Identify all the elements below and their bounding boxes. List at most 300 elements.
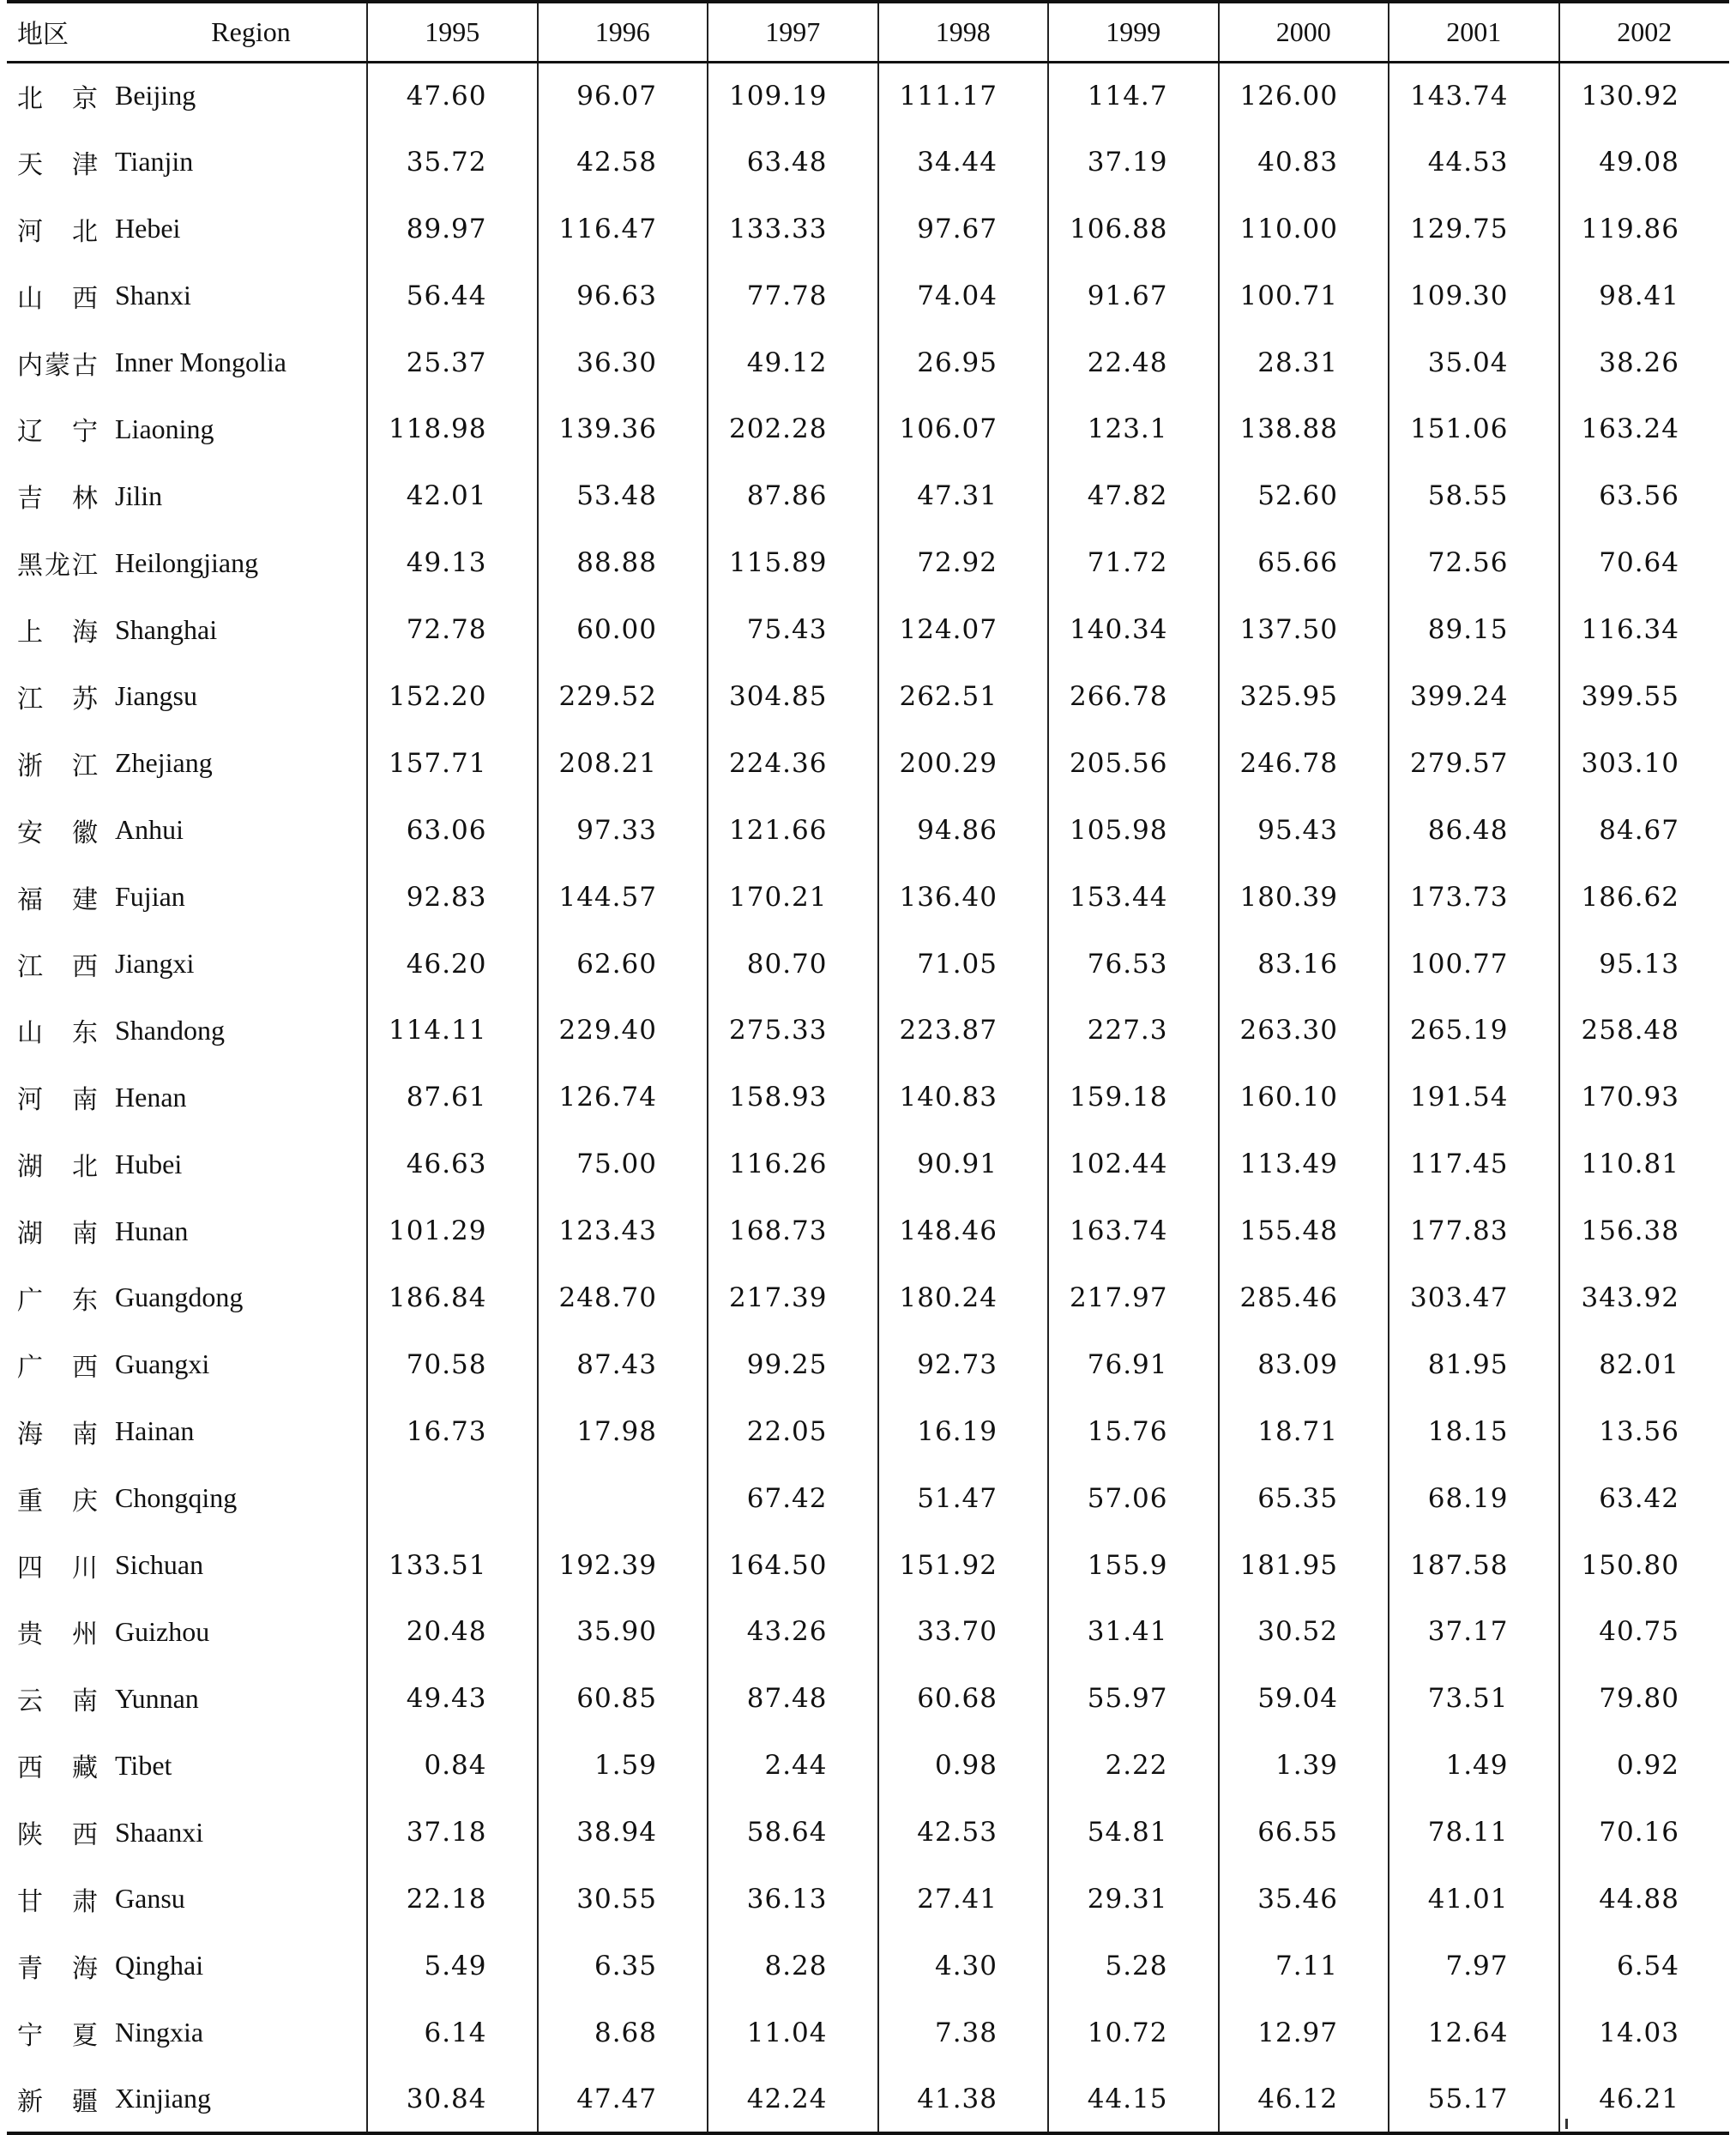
value-cell: 144.57 — [538, 864, 708, 931]
value-cell: 126.00 — [1219, 62, 1389, 129]
value-cell: 60.85 — [538, 1665, 708, 1732]
value-cell: 123.43 — [538, 1197, 708, 1264]
value-cell: 130.92 — [1559, 62, 1730, 129]
value-cell: 27.41 — [878, 1866, 1049, 1933]
value-cell: 35.46 — [1219, 1866, 1389, 1933]
value-cell: 7.11 — [1219, 1933, 1389, 1999]
value-cell: 217.97 — [1048, 1264, 1219, 1331]
region-name-zh: 黑龙江 — [17, 551, 99, 582]
value-cell: 106.07 — [878, 395, 1049, 462]
region-name-zh: 湖 南 — [17, 1219, 99, 1250]
value-cell — [538, 1465, 708, 1532]
region-name-en: Guizhou — [115, 1615, 210, 1647]
value-cell: 5.49 — [367, 1933, 538, 1999]
value-cell: 87.61 — [367, 1064, 538, 1131]
value-cell: 129.75 — [1389, 196, 1559, 262]
value-cell: 49.13 — [367, 529, 538, 596]
value-cell: 75.00 — [538, 1131, 708, 1197]
value-cell: 137.50 — [1219, 596, 1389, 663]
value-cell: 55.97 — [1048, 1665, 1219, 1732]
value-cell: 59.04 — [1219, 1665, 1389, 1732]
header-row — [7, 2, 1729, 62]
value-cell: 98.41 — [1559, 262, 1730, 329]
value-cell: 12.64 — [1389, 1999, 1559, 2066]
header-region-en: Region — [101, 2, 367, 62]
region-name-zh: 福 建 — [17, 884, 99, 915]
value-cell: 263.30 — [1219, 997, 1389, 1064]
region-name-en: Hunan — [115, 1215, 189, 1246]
value-cell: 63.42 — [1559, 1465, 1730, 1532]
value-cell: 33.70 — [878, 1598, 1049, 1665]
region-name-zh: 安 徽 — [17, 817, 99, 848]
value-cell: 4.30 — [878, 1933, 1049, 1999]
region-name-zh: 江 西 — [17, 951, 99, 982]
region-name-zh: 江 苏 — [17, 684, 99, 715]
value-cell: 71.05 — [878, 931, 1049, 998]
region-name-zh: 甘 肃 — [17, 1886, 99, 1917]
value-cell: 37.19 — [1048, 129, 1219, 196]
value-cell: 30.52 — [1219, 1598, 1389, 1665]
value-cell: 34.44 — [878, 129, 1049, 196]
value-cell: 114.11 — [367, 997, 538, 1064]
region-name-zh: 西 藏 — [17, 1753, 99, 1784]
value-cell: 246.78 — [1219, 730, 1389, 797]
value-cell: 47.82 — [1048, 462, 1219, 529]
table-row — [7, 1732, 1729, 1799]
table-row — [7, 1197, 1729, 1264]
region-name-zh: 辽 宁 — [17, 417, 99, 448]
value-cell: 36.30 — [538, 329, 708, 396]
value-cell: 1.59 — [538, 1732, 708, 1799]
value-cell: 46.21 — [1559, 2066, 1730, 2133]
table-row — [7, 262, 1729, 329]
value-cell: 12.97 — [1219, 1999, 1389, 2066]
value-cell: 152.20 — [367, 663, 538, 730]
value-cell: 126.74 — [538, 1064, 708, 1131]
value-cell: 77.78 — [708, 262, 878, 329]
value-cell: 47.47 — [538, 2066, 708, 2133]
value-cell: 30.55 — [538, 1866, 708, 1933]
value-cell: 186.62 — [1559, 864, 1730, 931]
value-cell: 38.26 — [1559, 329, 1730, 396]
value-cell: 138.88 — [1219, 395, 1389, 462]
value-cell: 10.72 — [1048, 1999, 1219, 2066]
value-cell: 42.53 — [878, 1799, 1049, 1866]
value-cell: 159.18 — [1048, 1064, 1219, 1131]
value-cell: 49.12 — [708, 329, 878, 396]
value-cell: 173.73 — [1389, 864, 1559, 931]
region-name-zh: 陕 西 — [17, 1820, 99, 1851]
value-cell: 29.31 — [1048, 1866, 1219, 1933]
region-name-zh: 宁 夏 — [17, 2020, 99, 2051]
value-cell: 14.03 — [1559, 1999, 1730, 2066]
region-name-en: Jiangxi — [115, 948, 195, 980]
region-name-zh: 北 京 — [17, 83, 99, 114]
value-cell: 1.39 — [1219, 1732, 1389, 1799]
value-cell: 202.28 — [708, 395, 878, 462]
value-cell: 51.47 — [878, 1465, 1049, 1532]
table-row — [7, 1331, 1729, 1398]
value-cell: 7.97 — [1389, 1933, 1559, 1999]
value-cell: 191.54 — [1389, 1064, 1559, 1131]
value-cell: 90.91 — [878, 1131, 1049, 1197]
value-cell: 248.70 — [538, 1264, 708, 1331]
value-cell: 170.93 — [1559, 1064, 1730, 1131]
value-cell: 41.38 — [878, 2066, 1049, 2133]
value-cell: 275.33 — [708, 997, 878, 1064]
header-year: 2002 — [1559, 2, 1730, 62]
value-cell: 42.58 — [538, 129, 708, 196]
value-cell: 42.01 — [367, 462, 538, 529]
value-cell: 118.98 — [367, 395, 538, 462]
value-cell: 92.83 — [367, 864, 538, 931]
table-row — [7, 663, 1729, 730]
table-row — [7, 1999, 1729, 2066]
region-name-en: Shanghai — [115, 613, 218, 645]
value-cell: 6.54 — [1559, 1933, 1730, 1999]
region-name-zh: 重 庆 — [17, 1486, 99, 1517]
value-cell: 55.17 — [1389, 2066, 1559, 2133]
value-cell: 76.53 — [1048, 931, 1219, 998]
value-cell: 54.81 — [1048, 1799, 1219, 1866]
value-cell: 11.04 — [708, 1999, 878, 2066]
region-name-en: Shandong — [115, 1014, 225, 1046]
value-cell: 44.88 — [1559, 1866, 1730, 1933]
value-cell: 123.1 — [1048, 395, 1219, 462]
value-cell: 304.85 — [708, 663, 878, 730]
value-cell: 5.28 — [1048, 1933, 1219, 1999]
table-row — [7, 1598, 1729, 1665]
region-name-zh: 河 北 — [17, 216, 99, 247]
table-row — [7, 129, 1729, 196]
value-cell: 258.48 — [1559, 997, 1730, 1064]
value-cell: 151.92 — [878, 1532, 1049, 1599]
region-name-en: Jiangsu — [115, 680, 197, 712]
region-name-en: Heilongjiang — [115, 546, 259, 578]
value-cell: 6.35 — [538, 1933, 708, 1999]
table-row — [7, 864, 1729, 931]
value-cell: 8.68 — [538, 1999, 708, 2066]
value-cell: 96.07 — [538, 62, 708, 129]
value-cell: 60.68 — [878, 1665, 1049, 1732]
value-cell: 49.08 — [1559, 129, 1730, 196]
region-name-en: Tibet — [115, 1749, 172, 1781]
value-cell: 67.42 — [708, 1465, 878, 1532]
value-cell: 35.72 — [367, 129, 538, 196]
value-cell: 49.43 — [367, 1665, 538, 1732]
value-cell: 87.48 — [708, 1665, 878, 1732]
table-row — [7, 329, 1729, 396]
value-cell: 170.21 — [708, 864, 878, 931]
value-cell: 28.31 — [1219, 329, 1389, 396]
value-cell: 399.55 — [1559, 663, 1730, 730]
region-name-en: Gansu — [115, 1883, 185, 1915]
value-cell: 2.22 — [1048, 1732, 1219, 1799]
value-cell: 279.57 — [1389, 730, 1559, 797]
value-cell: 113.49 — [1219, 1131, 1389, 1197]
value-cell: 105.98 — [1048, 797, 1219, 864]
region-name-en: Guangdong — [115, 1282, 244, 1313]
region-name-en: Jilin — [115, 479, 163, 511]
value-cell: 0.84 — [367, 1732, 538, 1799]
table-row — [7, 62, 1729, 129]
region-name-en: Sichuan — [115, 1549, 204, 1581]
value-cell: 119.86 — [1559, 196, 1730, 262]
value-cell: 101.29 — [367, 1197, 538, 1264]
value-cell: 153.44 — [1048, 864, 1219, 931]
value-cell: 8.28 — [708, 1933, 878, 1999]
value-cell: 100.77 — [1389, 931, 1559, 998]
value-cell: 71.72 — [1048, 529, 1219, 596]
value-cell: 100.71 — [1219, 262, 1389, 329]
value-cell: 40.75 — [1559, 1598, 1730, 1665]
value-cell: 224.36 — [708, 730, 878, 797]
value-cell: 223.87 — [878, 997, 1049, 1064]
value-cell: 41.01 — [1389, 1866, 1559, 1933]
region-name-zh: 湖 北 — [17, 1152, 99, 1183]
value-cell: 111.17 — [878, 62, 1049, 129]
table-row — [7, 196, 1729, 262]
value-cell: 62.60 — [538, 931, 708, 998]
value-cell: 181.95 — [1219, 1532, 1389, 1599]
region-name-en: Hebei — [115, 213, 181, 244]
value-cell: 76.91 — [1048, 1331, 1219, 1398]
value-cell: 97.33 — [538, 797, 708, 864]
region-name-en: Xinjiang — [101, 2066, 367, 2133]
value-cell: 285.46 — [1219, 1264, 1389, 1331]
value-cell: 70.64 — [1559, 529, 1730, 596]
value-cell: 22.18 — [367, 1866, 538, 1933]
value-cell: 63.56 — [1559, 462, 1730, 529]
value-cell: 40.83 — [1219, 129, 1389, 196]
table-row — [7, 1465, 1729, 1532]
value-cell — [367, 1465, 538, 1532]
region-name-en: Inner Mongolia — [115, 347, 286, 377]
value-cell: 139.36 — [538, 395, 708, 462]
value-cell: 46.63 — [367, 1131, 538, 1197]
header-year: 1997 — [708, 2, 878, 62]
table-body — [7, 62, 1729, 2133]
value-cell: 89.15 — [1389, 596, 1559, 663]
region-name-en: Guangxi — [115, 1348, 210, 1380]
value-cell: 92.73 — [878, 1331, 1049, 1398]
value-cell: 117.45 — [1389, 1131, 1559, 1197]
value-cell: 22.05 — [708, 1398, 878, 1465]
value-cell: 66.55 — [1219, 1799, 1389, 1866]
region-name-zh: 新 疆 — [7, 2066, 101, 2133]
region-name-zh: 吉 林 — [17, 484, 99, 515]
value-cell: 83.16 — [1219, 931, 1389, 998]
value-cell: 140.34 — [1048, 596, 1219, 663]
value-cell: 160.10 — [1219, 1064, 1389, 1131]
value-cell: 121.66 — [708, 797, 878, 864]
value-cell: 343.92 — [1559, 1264, 1730, 1331]
value-cell: 16.19 — [878, 1398, 1049, 1465]
region-name-zh: 浙 江 — [17, 751, 99, 781]
table-row — [7, 1665, 1729, 1732]
region-name-en: Anhui — [115, 814, 184, 846]
region-name-en: Hubei — [115, 1148, 183, 1179]
value-cell: 25.37 — [367, 329, 538, 396]
table-row — [7, 1398, 1729, 1465]
value-cell: 47.60 — [367, 62, 538, 129]
header-year: 1996 — [538, 2, 708, 62]
region-name-zh: 海 南 — [17, 1419, 99, 1450]
region-name-zh: 山 东 — [17, 1018, 99, 1049]
region-name-zh: 内蒙古 — [17, 350, 99, 381]
value-cell: 208.21 — [538, 730, 708, 797]
value-cell: 15.76 — [1048, 1398, 1219, 1465]
value-cell: 72.92 — [878, 529, 1049, 596]
value-cell: 133.51 — [367, 1532, 538, 1599]
value-cell: 133.33 — [708, 196, 878, 262]
value-cell: 143.74 — [1389, 62, 1559, 129]
value-cell: 115.89 — [708, 529, 878, 596]
value-cell: 87.86 — [708, 462, 878, 529]
region-name-zh: 上 海 — [17, 618, 99, 648]
value-cell: 46.12 — [1219, 2066, 1389, 2133]
value-cell: 79.80 — [1559, 1665, 1730, 1732]
value-cell: 1.49 — [1389, 1732, 1559, 1799]
value-cell: 82.01 — [1559, 1331, 1730, 1398]
value-cell: 187.58 — [1389, 1532, 1559, 1599]
value-cell: 124.07 — [878, 596, 1049, 663]
value-cell: 95.43 — [1219, 797, 1389, 864]
value-cell: 70.16 — [1559, 1799, 1730, 1866]
value-cell: 16.73 — [367, 1398, 538, 1465]
value-cell: 0.92 — [1559, 1732, 1730, 1799]
value-cell: 84.67 — [1559, 797, 1730, 864]
value-cell: 303.10 — [1559, 730, 1730, 797]
value-cell: 26.95 — [878, 329, 1049, 396]
value-cell: 158.93 — [708, 1064, 878, 1131]
value-cell: 265.19 — [1389, 997, 1559, 1064]
value-cell: 155.48 — [1219, 1197, 1389, 1264]
header-region-zh: 地区 — [7, 2, 101, 62]
region-name-en: Shaanxi — [115, 1816, 204, 1848]
value-cell: 192.39 — [538, 1532, 708, 1599]
region-name-zh: 云 南 — [17, 1686, 99, 1717]
value-cell: 150.80 — [1559, 1532, 1730, 1599]
table-row — [7, 931, 1729, 998]
value-cell: 106.88 — [1048, 196, 1219, 262]
value-cell: 60.00 — [538, 596, 708, 663]
region-name-en: Yunnan — [115, 1682, 199, 1714]
table-row — [7, 997, 1729, 1064]
value-cell: 325.95 — [1219, 663, 1389, 730]
value-cell: 53.48 — [538, 462, 708, 529]
value-cell: 156.38 — [1559, 1197, 1730, 1264]
value-cell: 56.44 — [367, 262, 538, 329]
value-cell: 163.74 — [1048, 1197, 1219, 1264]
value-cell: 13.56 — [1559, 1398, 1730, 1465]
region-name-en: Ningxia — [115, 2017, 204, 2048]
region-name-zh: 广 东 — [17, 1285, 99, 1316]
table-row — [7, 1933, 1729, 1999]
value-cell: 63.48 — [708, 129, 878, 196]
value-cell: 227.3 — [1048, 997, 1219, 1064]
value-cell: 35.04 — [1389, 329, 1559, 396]
region-name-en: Qinghai — [115, 1950, 204, 1981]
value-cell: 63.06 — [367, 797, 538, 864]
region-name-zh: 天 津 — [17, 149, 99, 180]
value-cell: 163.24 — [1559, 395, 1730, 462]
value-cell: 37.17 — [1389, 1598, 1559, 1665]
value-cell: 18.71 — [1219, 1398, 1389, 1465]
value-cell: 205.56 — [1048, 730, 1219, 797]
value-cell: 18.15 — [1389, 1398, 1559, 1465]
value-cell: 94.86 — [878, 797, 1049, 864]
value-cell: 180.24 — [878, 1264, 1049, 1331]
value-cell: 65.66 — [1219, 529, 1389, 596]
region-name-en: Shanxi — [115, 280, 191, 311]
header-year: 1999 — [1048, 2, 1219, 62]
value-cell: 89.97 — [367, 196, 538, 262]
value-cell: 70.58 — [367, 1331, 538, 1398]
value-cell: 266.78 — [1048, 663, 1219, 730]
value-cell: 58.55 — [1389, 462, 1559, 529]
value-cell: 116.47 — [538, 196, 708, 262]
value-cell: 73.51 — [1389, 1665, 1559, 1732]
value-cell: 75.43 — [708, 596, 878, 663]
header-year: 2000 — [1219, 2, 1389, 62]
value-cell: 116.26 — [708, 1131, 878, 1197]
table-row — [7, 2066, 1729, 2133]
value-cell: 88.88 — [538, 529, 708, 596]
table-row — [7, 1264, 1729, 1331]
value-cell: 43.26 — [708, 1598, 878, 1665]
region-name-en: Henan — [115, 1081, 187, 1113]
value-cell: 262.51 — [878, 663, 1049, 730]
table-row — [7, 395, 1729, 462]
value-cell: 52.60 — [1219, 462, 1389, 529]
value-cell: 22.48 — [1048, 329, 1219, 396]
value-cell: 96.63 — [538, 262, 708, 329]
region-name-en: Tianjin — [115, 146, 194, 178]
value-cell: 110.81 — [1559, 1131, 1730, 1197]
value-cell: 86.48 — [1389, 797, 1559, 864]
value-cell: 303.47 — [1389, 1264, 1559, 1331]
table-row — [7, 1064, 1729, 1131]
value-cell: 229.52 — [538, 663, 708, 730]
table-row — [7, 1866, 1729, 1933]
value-cell: 68.19 — [1389, 1465, 1559, 1532]
value-cell: 110.00 — [1219, 196, 1389, 262]
value-cell: 6.14 — [367, 1999, 538, 2066]
value-cell: 31.41 — [1048, 1598, 1219, 1665]
value-cell: 114.7 — [1048, 62, 1219, 129]
value-cell: 65.35 — [1219, 1465, 1389, 1532]
value-cell: 17.98 — [538, 1398, 708, 1465]
table-row — [7, 462, 1729, 529]
value-cell: 177.83 — [1389, 1197, 1559, 1264]
value-cell: 140.83 — [878, 1064, 1049, 1131]
value-cell: 91.67 — [1048, 262, 1219, 329]
value-cell: 57.06 — [1048, 1465, 1219, 1532]
region-name-zh: 山 西 — [17, 283, 99, 314]
table-row — [7, 1532, 1729, 1599]
value-cell: 42.24 — [708, 2066, 878, 2133]
value-cell: 83.09 — [1219, 1331, 1389, 1398]
value-cell: 399.24 — [1389, 663, 1559, 730]
value-cell: 81.95 — [1389, 1331, 1559, 1398]
value-cell: 58.64 — [708, 1799, 878, 1866]
value-cell: 217.39 — [708, 1264, 878, 1331]
value-cell: 164.50 — [708, 1532, 878, 1599]
header-year: 1995 — [367, 2, 538, 62]
value-cell: 109.30 — [1389, 262, 1559, 329]
region-name-zh: 广 西 — [17, 1352, 99, 1383]
